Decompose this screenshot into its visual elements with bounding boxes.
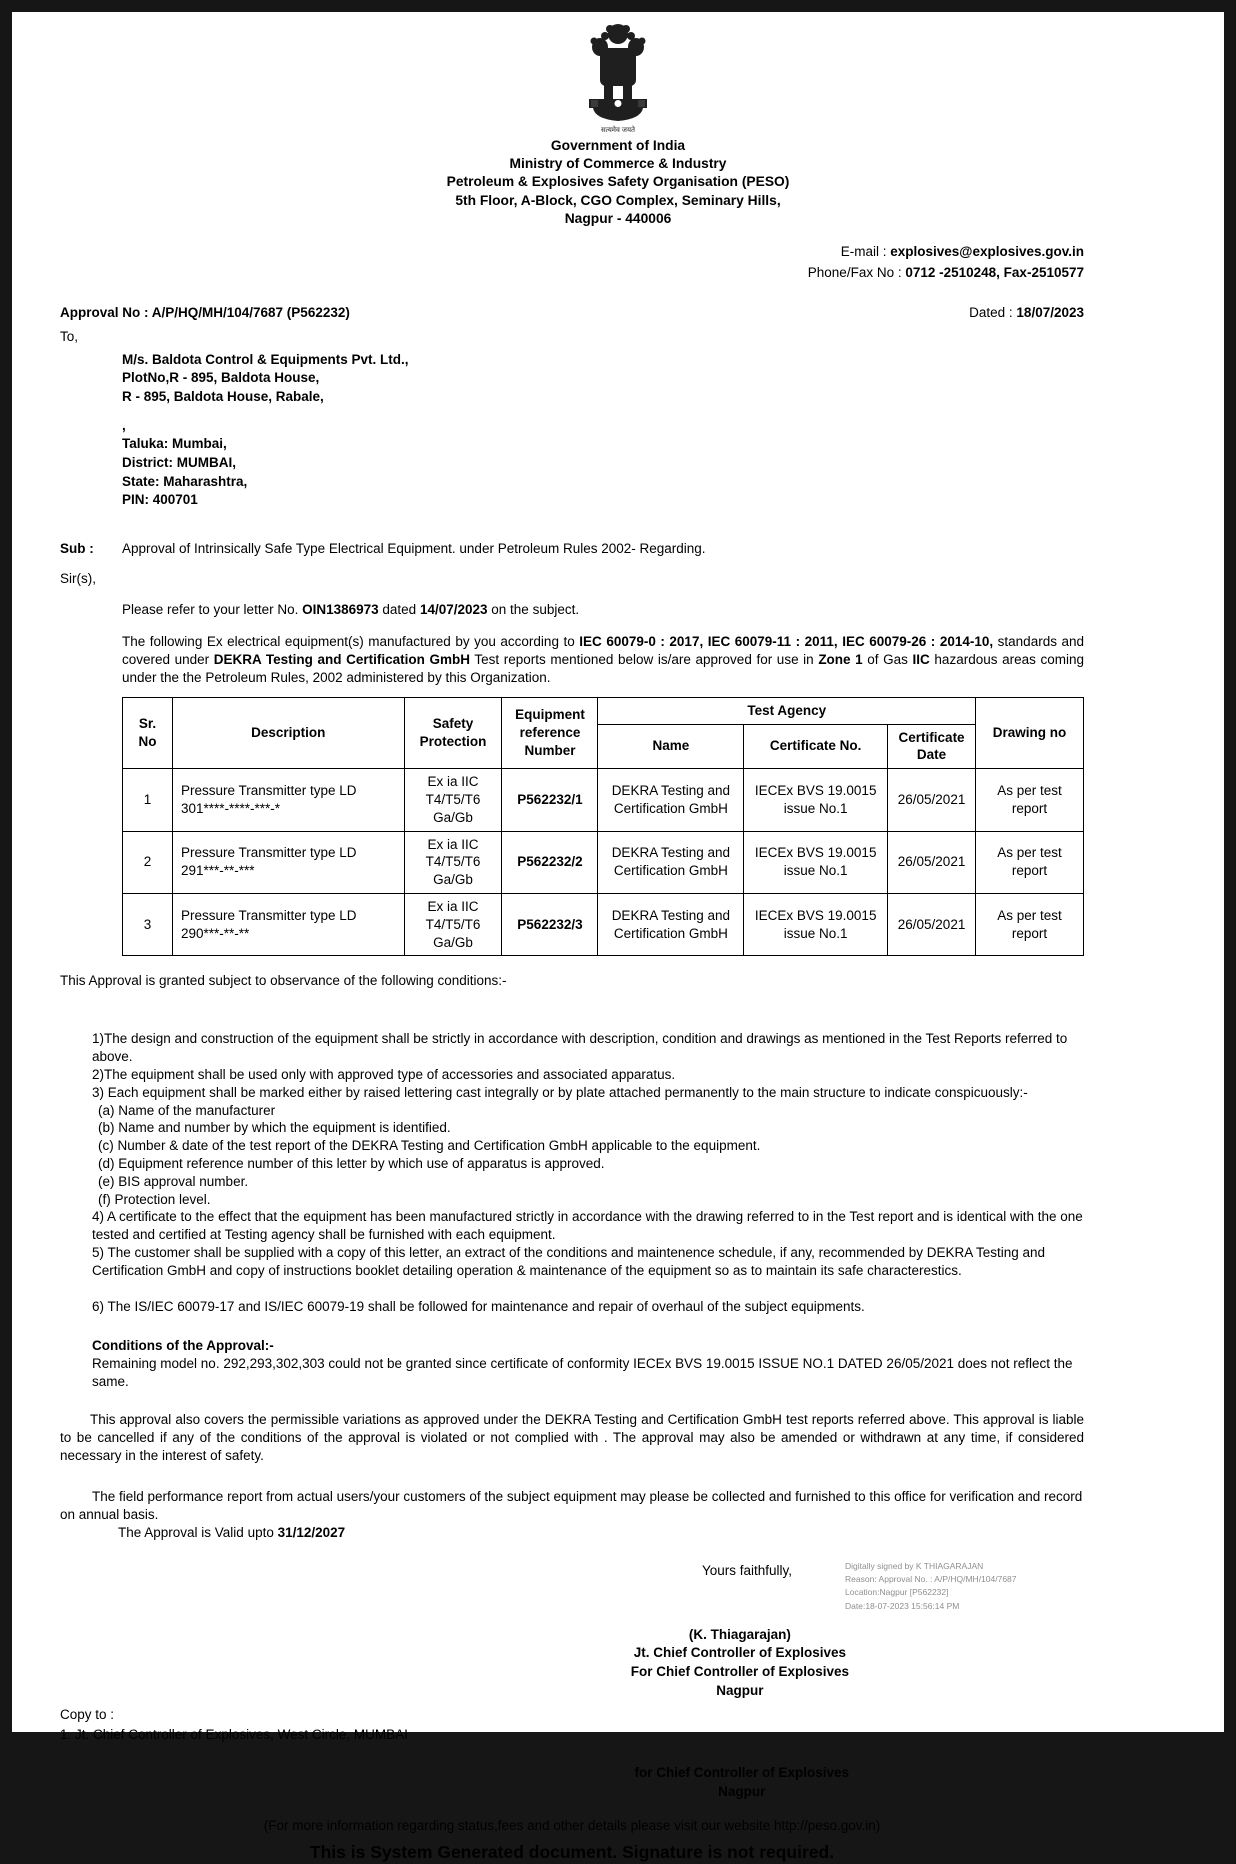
letter-page bbox=[12, 12, 1224, 1863]
conditions-list bbox=[60, 1030, 1084, 1315]
condition-3b: (b) Name and number by which the equipment is identified. bbox=[98, 1120, 451, 1136]
granted-line: This Approval is granted subject to observance of the following conditions:- bbox=[60, 973, 507, 989]
cell-certificate-no: IECEx BVS 19.0015 issue No.1 bbox=[744, 831, 888, 893]
header-organisation: Petroleum & Explosives Safety Organisation (PESO) bbox=[446, 174, 790, 190]
address-line: M/s. Baldota Control & Equipments Pvt. Ltd., bbox=[122, 351, 409, 367]
condition-5: 5) The customer shall be supplied with a copy of this letter, an extract of the conditions and maintenence schedule, if any, recommended by DEKRA Testing and Certification GmbH and copy of instructions booklet detailing operation & maintenance of the equipment so as to maintain its safe characterestics. bbox=[92, 1245, 1046, 1278]
cell-equipment-ref: P562232/2 bbox=[502, 831, 598, 893]
cell-equipment-ref: P562232/1 bbox=[502, 769, 598, 831]
col-header-description: Description bbox=[172, 697, 404, 768]
col-header-certificate-date: Certificate Date bbox=[888, 724, 976, 769]
condition-3a: (a) Name of the manufacturer bbox=[98, 1102, 276, 1118]
email-line bbox=[12, 242, 1084, 263]
reference-letter-no: OIN1386973 bbox=[302, 602, 379, 618]
signatory-place: Nagpur bbox=[716, 1683, 764, 1699]
contact-block bbox=[12, 242, 1224, 284]
footer-info-line: (For more information regarding status,fees and other details please visit our website http://peso.gov.in) bbox=[263, 1818, 881, 1834]
condition-1: 1)The design and construction of the equipment shall be strictly in accordance with description, condition and drawings as mentioned in the Test Reports referred to above. bbox=[92, 1031, 1068, 1065]
cell-certificate-date: 26/05/2021 bbox=[888, 894, 976, 956]
address-line: R - 895, Baldota House, Rabale, bbox=[122, 389, 324, 405]
cell-sr-no: 2 bbox=[123, 831, 173, 893]
letterhead bbox=[12, 12, 1224, 228]
col-header-safety: Safety Protection bbox=[404, 697, 502, 768]
digital-signature-line: Digitally signed by K THIAGARAJAN bbox=[845, 1561, 984, 1571]
condition-3c: (c) Number & date of the test report of the DEKRA Testing and Certification GmbH applicable to the equipment. bbox=[98, 1138, 761, 1154]
intro-gas-group: IIC bbox=[912, 652, 930, 668]
phone-line bbox=[12, 263, 1084, 284]
system-generated-note: This is System Generated document. Signature is not required. bbox=[309, 1842, 835, 1863]
cell-safety: Ex ia IIC T4/T5/T6 Ga/Gb bbox=[404, 831, 502, 893]
cell-agency-name: DEKRA Testing and Certification GmbH bbox=[598, 831, 744, 893]
cell-certificate-date: 26/05/2021 bbox=[888, 831, 976, 893]
intro-seg: hazardous areas coming under the the Petroleum Rules, 2002 administered by this Organization. bbox=[122, 652, 1084, 685]
recipient-address bbox=[122, 351, 1084, 510]
address-line: PIN: 400701 bbox=[122, 492, 198, 508]
reference-part3: on the subject. bbox=[487, 602, 580, 618]
ashoka-emblem-icon bbox=[581, 20, 655, 134]
intro-zone: Zone 1 bbox=[818, 652, 863, 668]
intro-paragraph bbox=[122, 633, 1084, 686]
condition-3: 3) Each equipment shall be marked either by raised lettering cast integrally or by plate attached permanently to the main structure to indicate conspicuously:- bbox=[92, 1084, 1028, 1100]
intro-seg: standards and covered under bbox=[122, 634, 1085, 668]
phone-label: Phone/Fax No : bbox=[807, 265, 906, 281]
header-city: Nagpur - 440006 bbox=[564, 211, 672, 226]
col-header-drawing-no: Drawing no bbox=[976, 697, 1084, 768]
table-header-row bbox=[123, 697, 1084, 724]
closing-line: Yours faithfully, bbox=[701, 1562, 792, 1578]
digital-signature-line: Location:Nagpur [P562232] bbox=[845, 1587, 949, 1598]
header-govt-of-india: Government of India bbox=[550, 137, 686, 153]
address-line: District: MUMBAI, bbox=[122, 454, 236, 470]
signatory-block bbox=[631, 1626, 849, 1702]
for-signatory-place: Nagpur bbox=[718, 1783, 766, 1799]
for-signatory-title: for Chief Controller of Explosives bbox=[634, 1764, 849, 1780]
condition-2: 2)The equipment shall be used only with approved type of accessories and associated apparatus. bbox=[92, 1066, 676, 1082]
digital-signature-line: Date:18-07-2023 15:56:14 PM bbox=[845, 1600, 960, 1611]
table-row bbox=[123, 831, 1084, 893]
signatory-title-2: For Chief Controller of Explosives bbox=[630, 1664, 849, 1680]
cell-certificate-no: IECEx BVS 19.0015 issue No.1 bbox=[744, 769, 888, 831]
subject-text: Approval of Intrinsically Safe Type Electrical Equipment. under Petroleum Rules 2002- Regarding. bbox=[122, 540, 706, 556]
dated-value: 18/07/2023 bbox=[1016, 305, 1084, 321]
reference-part1: Please refer to your letter No. bbox=[122, 602, 303, 618]
col-header-test-agency: Test Agency bbox=[598, 697, 976, 724]
emblem-caption: सत्यमेव जयते bbox=[600, 126, 636, 134]
col-header-agency-name: Name bbox=[598, 724, 744, 769]
letter-body bbox=[12, 304, 1224, 1864]
intro-seg: The following Ex electrical equipment(s) manufactured by you according to bbox=[122, 634, 580, 650]
dated-label: Dated : bbox=[969, 305, 1017, 321]
copy-block bbox=[60, 1705, 1084, 1746]
col-header-equipment-ref: Equipment reference Number bbox=[502, 697, 598, 768]
table-row bbox=[123, 894, 1084, 956]
subject-label: Sub : bbox=[60, 540, 94, 556]
cell-drawing-no: As per test report bbox=[976, 769, 1084, 831]
address-line: Taluka: Mumbai, bbox=[122, 436, 227, 452]
intro-seg: Test reports mentioned below is/are approved for use in bbox=[470, 652, 819, 668]
validity-date: 31/12/2027 bbox=[277, 1524, 346, 1540]
email-label: E-mail : bbox=[840, 244, 891, 260]
conditions-of-approval-text: Remaining model no. 292,293,302,303 could not be granted since certificate of conformity IECEx BVS 19.0015 ISSUE NO.1 DATED 26/05/2021 does not reflect the same. bbox=[92, 1356, 1073, 1390]
for-signatory-block bbox=[634, 1764, 849, 1802]
cell-agency-name: DEKRA Testing and Certification GmbH bbox=[598, 769, 744, 831]
signatory-title-1: Jt. Chief Controller of Explosives bbox=[633, 1645, 846, 1661]
field-report-paragraph: The field performance report from actual users/your customers of the subject equipment may please be collected and furnished to this office for verification and record on annual basis. bbox=[60, 1489, 1083, 1523]
col-header-sr-no: Sr. No bbox=[123, 697, 173, 768]
equipment-table bbox=[122, 697, 1084, 957]
cell-sr-no: 1 bbox=[123, 769, 173, 831]
cell-agency-name: DEKRA Testing and Certification GmbH bbox=[598, 894, 744, 956]
table-row bbox=[123, 769, 1084, 831]
intro-iec-standards: IEC 60079-0 : 2017, IEC 60079-11 : 2011, IEC 60079-26 : 2014-10, bbox=[579, 634, 994, 650]
signatory-name: (K. Thiagarajan) bbox=[688, 1626, 791, 1642]
digital-signature-stamp bbox=[845, 1560, 1017, 1613]
dated-line bbox=[969, 304, 1084, 322]
cell-drawing-no: As per test report bbox=[976, 894, 1084, 956]
cell-drawing-no: As per test report bbox=[976, 831, 1084, 893]
cell-certificate-date: 26/05/2021 bbox=[888, 769, 976, 831]
condition-3f: (f) Protection level. bbox=[98, 1191, 211, 1207]
salutation: Sir(s), bbox=[60, 570, 96, 586]
digital-signature-line: Reason: Approval No. : A/P/HQ/MH/104/7687 bbox=[845, 1574, 1017, 1585]
copy-item: 1. Jt. Chief Controller of Explosives, West Circle, MUMBAI bbox=[60, 1727, 408, 1743]
approval-number: Approval No : A/P/HQ/MH/104/7687 (P562232) bbox=[60, 305, 350, 321]
cell-certificate-no: IECEx BVS 19.0015 issue No.1 bbox=[744, 894, 888, 956]
header-address: 5th Floor, A-Block, CGO Complex, Seminary Hills, bbox=[455, 192, 781, 208]
intro-test-agency: DEKRA Testing and Certification GmbH bbox=[213, 652, 470, 668]
condition-3d: (d) Equipment reference number of this letter by which use of apparatus is approved. bbox=[98, 1155, 605, 1171]
reference-line bbox=[122, 601, 1084, 619]
cell-description: Pressure Transmitter type LD 290***-**-** bbox=[172, 894, 404, 956]
address-line: PlotNo,R - 895, Baldota House, bbox=[122, 370, 320, 386]
col-header-certificate-no: Certificate No. bbox=[744, 724, 888, 769]
phone-value: 0712 -2510248, Fax-2510577 bbox=[905, 265, 1084, 281]
email-value: explosives@explosives.gov.in bbox=[890, 244, 1084, 260]
cell-equipment-ref: P562232/3 bbox=[502, 894, 598, 956]
reference-date: 14/07/2023 bbox=[419, 602, 488, 618]
conditions-of-approval-heading: Conditions of the Approval:- bbox=[92, 1338, 274, 1354]
cell-description: Pressure Transmitter type LD 291***-**-*** bbox=[172, 831, 404, 893]
intro-seg: of Gas bbox=[862, 652, 913, 668]
meta-row bbox=[60, 304, 1084, 322]
validity-label: The Approval is Valid upto bbox=[118, 1524, 278, 1540]
address-line: , bbox=[122, 417, 126, 433]
copy-label: Copy to : bbox=[60, 1707, 115, 1723]
cell-safety: Ex ia IIC T4/T5/T6 Ga/Gb bbox=[404, 769, 502, 831]
cell-description: Pressure Transmitter type LD 301****-****-***-* bbox=[172, 769, 404, 831]
variations-paragraph: This approval also covers the permissible variations as approved under the DEKRA Testing and Certification GmbH test reports referred above. This approval is liable to be cancelled if any of the conditions of the approval is violated or not complied with . The approval may also be amended or withdrawn at any time, if considered necessary in the interest of safety. bbox=[60, 1411, 1084, 1463]
condition-4: 4) A certificate to the effect that the equipment has been manufactured strictly in accordance with the drawing referred to in the Test report and is identical with the one tested and certified at Testing agency shall be furnished with each equipment. bbox=[92, 1209, 1083, 1243]
subject-row bbox=[60, 540, 1084, 558]
condition-6: 6) The IS/IEC 60079-17 and IS/IEC 60079-19 shall be followed for maintenance and repair of overhaul of the subject equipments. bbox=[92, 1298, 865, 1314]
header-ministry: Ministry of Commerce & Industry bbox=[509, 155, 727, 171]
cell-safety: Ex ia IIC T4/T5/T6 Ga/Gb bbox=[404, 894, 502, 956]
cell-sr-no: 3 bbox=[123, 894, 173, 956]
address-line: State: Maharashtra, bbox=[122, 473, 248, 489]
reference-part2: dated bbox=[378, 602, 420, 618]
validity-line bbox=[118, 1524, 1084, 1542]
to-label: To, bbox=[60, 329, 79, 344]
condition-3e: (e) BIS approval number. bbox=[98, 1173, 249, 1189]
